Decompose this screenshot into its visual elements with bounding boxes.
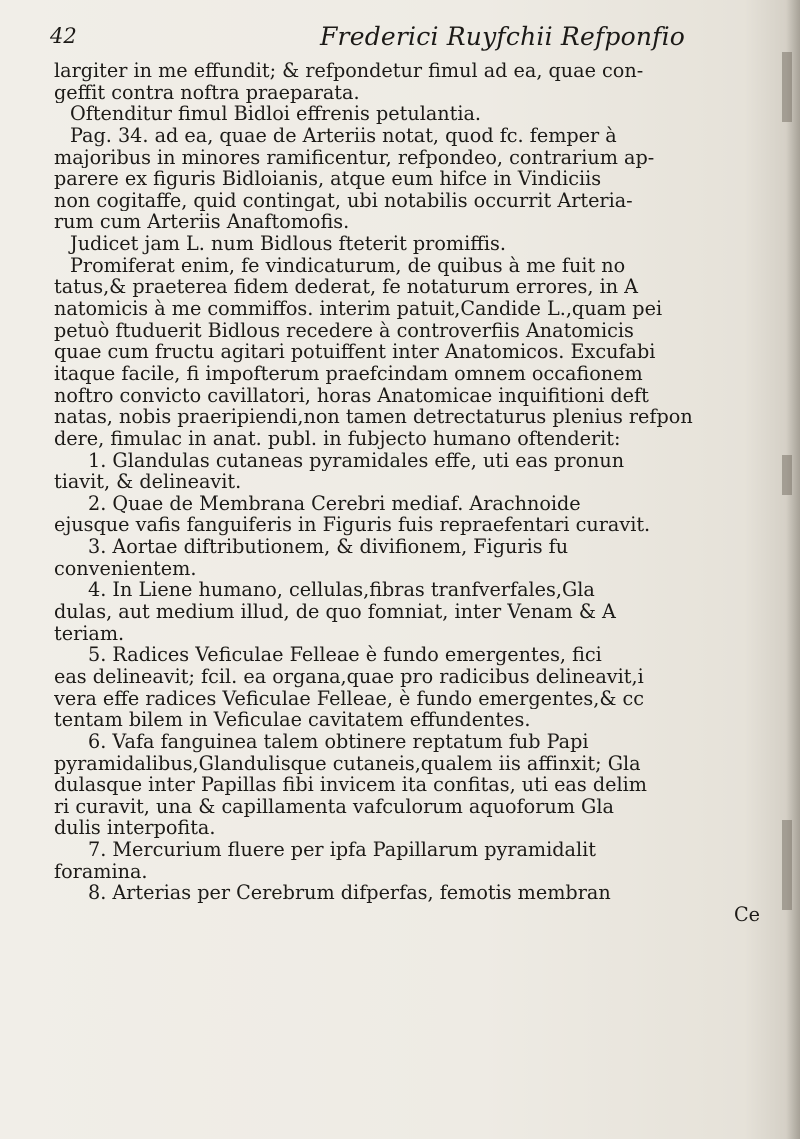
binding-mark [782, 52, 792, 122]
text-line: dere, fimulac in anat. publ. in fubjecto humano oftenderit: [54, 427, 621, 450]
text-line: 5. Radices Veficulae Felleae è fundo emergentes, fici [88, 644, 602, 666]
binding-mark [782, 455, 792, 495]
text-line: largiter in me effundit; & refpondetur fimul ad ea, quae con- [54, 60, 644, 82]
text-line: 8. Arterias per Cerebrum difperfas, femotis membran [88, 882, 611, 904]
text-line: majoribus in minores ramificentur, refpondeo, contrarium ap- [54, 146, 655, 169]
text-line: dulasque inter Papillas fibi invicem ita confitas, uti eas delim [54, 774, 647, 796]
text-line: 6. Vafa fanguinea talem obtinere reptatum fub Papi [88, 730, 589, 753]
text-line: 2. Quae de Membrana Cerebri mediaf. Arachnoide [88, 492, 581, 515]
text-line: teriam. [54, 622, 125, 645]
text-line: 1. Glandulas cutaneas pyramidales effe, uti eas pronun [88, 449, 625, 472]
text-line: non cogitaffe, quid contingat, ubi notabilis occurrit Arteria- [54, 189, 633, 212]
text-line: 3. Aortae diftributionem, & divifionem, Figuris fu [88, 536, 569, 558]
body-text [54, 60, 794, 926]
text-line: Judicet jam L. num Bidlous fteterit promiffis. [70, 233, 506, 255]
text-line: natomicis à me commiffos. interim patuit,Candide L.,quam pei [54, 298, 663, 320]
text-line: vera effe radices Veficulae Felleae, è fundo emergentes,& cc [54, 687, 645, 710]
text-line: quae cum fructu agitari potuiffent inter Anatomicos. Excufabi [54, 341, 656, 363]
text-line: Ce [733, 903, 760, 926]
binding-mark [782, 820, 792, 910]
text-line: dulis interpofita. [54, 817, 216, 840]
text-line: Oftenditur fimul Bidloi effrenis petulantia. [70, 103, 482, 125]
text-line: convenientem. [54, 557, 197, 580]
text-line: rum cum Arteriis Anaftomofis. [54, 211, 350, 234]
text-line: tatus,& praeterea fidem dederat, fe notaturum errores, in A [54, 276, 639, 299]
text-line: foramina. [54, 860, 148, 883]
page-number: 42 [50, 24, 77, 48]
text-line: pyramidalibus,Glandulisque cutaneis,qualem iis affinxit; Gla [54, 752, 641, 775]
text-line: Promiferat enim, fe vindicaturum, de quibus à me fuit no [70, 254, 626, 277]
text-line: noftro convicto cavillatori, horas Anatomicae inquifitioni deft [54, 384, 649, 407]
text-line: parere ex figuris Bidloianis, atque eum hifce in Vindiciis [54, 168, 602, 190]
text-line: dulas, aut medium illud, de quo fomniat, inter Venam & A [54, 601, 616, 623]
page-header [50, 22, 770, 62]
text-line: Pag. 34. ad ea, quae de Arteriis notat, quod fc. femper à [70, 124, 617, 147]
text-line: ri curavit, una & capillamenta vafculorum aquoforum Gla [54, 795, 614, 818]
text-line: ejusque vafis fanguiferis in Figuris fuis repraefentari curavit. [54, 514, 651, 537]
text-line: petuò ftuduerit Bidlous recedere à controverfiis Anatomicis [54, 319, 634, 342]
text-line: tiavit, & delineavit. [54, 471, 242, 493]
text-line: geffit contra noftra praeparata. [54, 81, 360, 104]
text-line: itaque facile, fi impofterum praefcindam omnem occafionem [54, 362, 643, 385]
text-line: 4. In Liene humano, cellulas,fibras tranfverfales,Gla [88, 579, 595, 602]
text-line: 7. Mercurium fluere per ipfa Papillarum pyramidalit [88, 839, 596, 861]
running-title: Frederici Ruyfchii Refponfio [320, 22, 686, 51]
text-line: tentam bilem in Veficulae cavitatem effundentes. [54, 709, 531, 731]
text-line: eas delineavit; fcil. ea organa,quae pro radicibus delineavit,i [54, 665, 644, 688]
text-line: natas, nobis praeripiendi,non tamen detrectaturus plenius refpon [54, 406, 693, 428]
